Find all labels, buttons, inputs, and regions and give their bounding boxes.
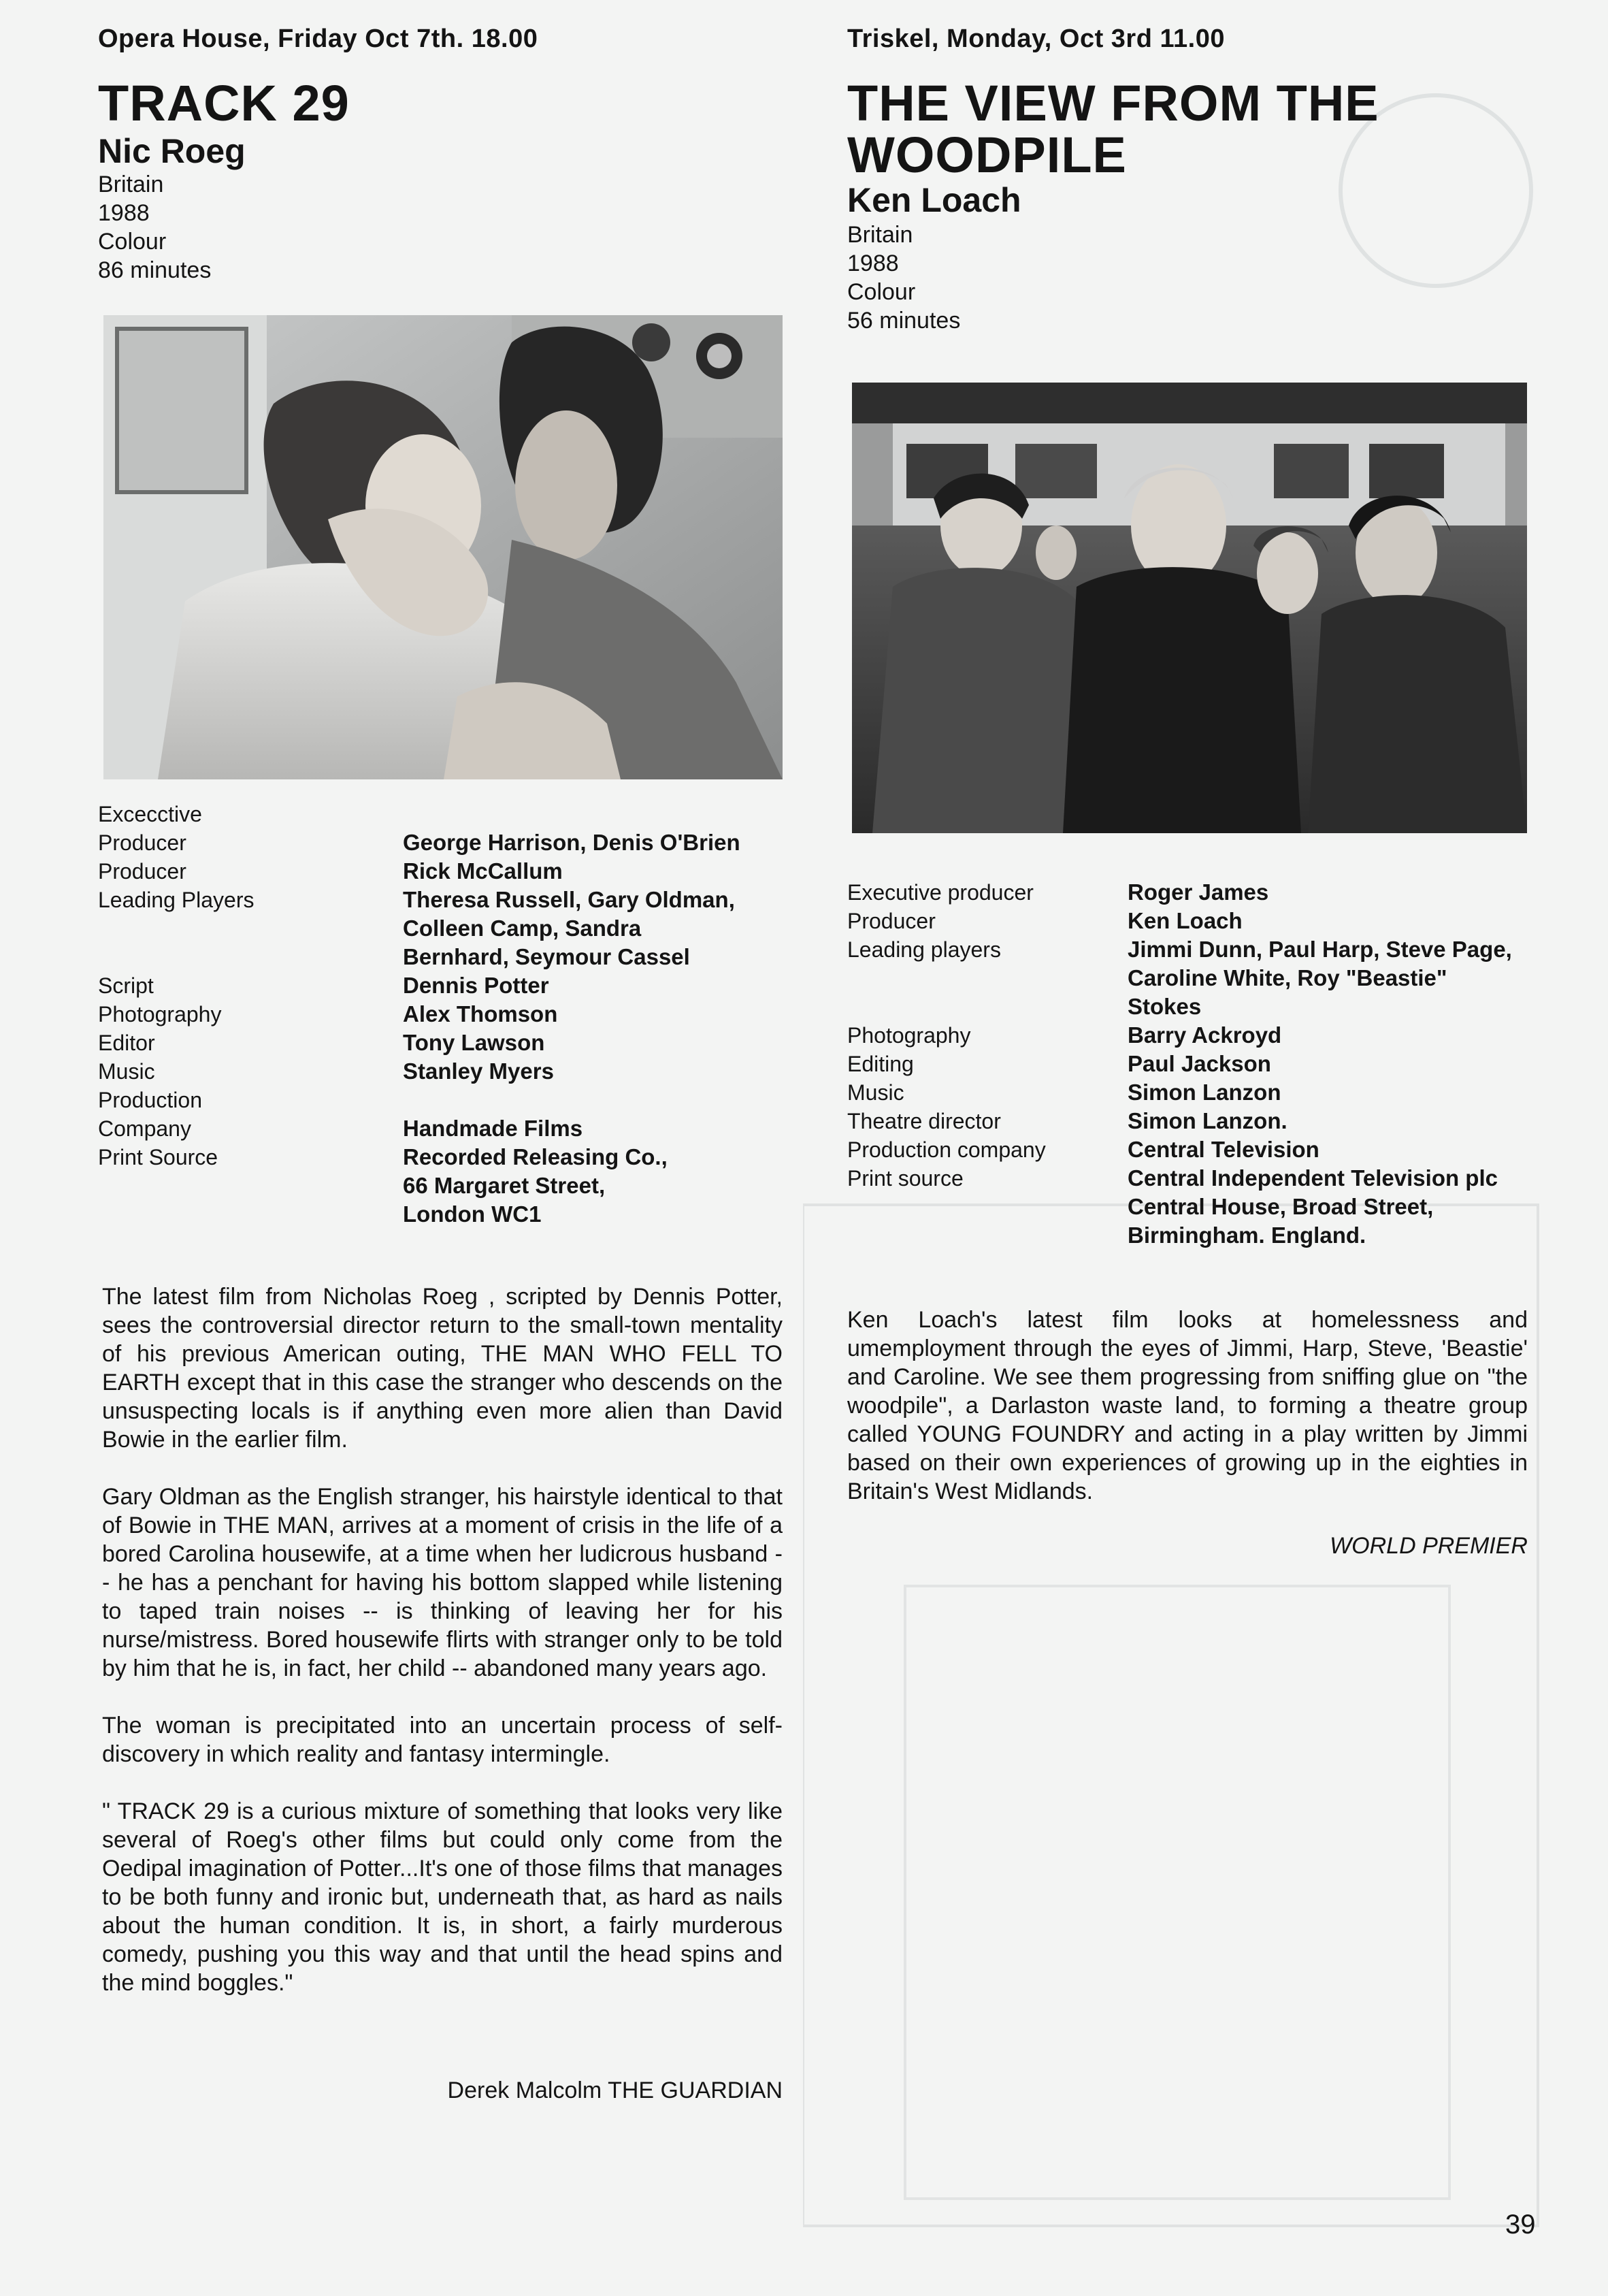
right-title-line: THE VIEW FROM THE bbox=[847, 75, 1379, 131]
credit-label: Editing bbox=[847, 1052, 914, 1076]
review-attribution: Derek Malcolm THE GUARDIAN bbox=[447, 2077, 783, 2103]
credit-value: Paul Jackson bbox=[1128, 1051, 1271, 1076]
credit-label: Photography bbox=[847, 1023, 971, 1048]
review-paragraph: Ken Loach's latest film looks at homelessness and umemployment through the eyes of Jimmi, Harp, Steve, 'Beastie' and Caroline. We see them progressing from sniffing glue on "the woodpile", a Darlaston waste land, to forming a theatre group called YOUNG FOUNDRY and acting in a play written by Jimmi based on their own experiences of growing up in the eighties in Britain's West Midlands. bbox=[847, 1307, 1528, 1504]
credit-label: Producer bbox=[847, 909, 936, 933]
credit-value: Stanley Myers bbox=[403, 1058, 554, 1084]
credit-label: Photography bbox=[98, 1002, 222, 1026]
left-credits bbox=[98, 800, 785, 1229]
review-paragraph: The latest film from Nicholas Roeg , scripted by Dennis Potter, sees the controversial director return to the small-town mentality of his previous American outing, THE MAN WHO FELL TO EARTH except that in this case the stranger who descends on the unsuspecting locals is if anything even more alien than David Bowie in the earlier film. bbox=[102, 1284, 783, 1453]
left-meta-format: Colour bbox=[98, 229, 167, 255]
credit-label: Leading Players bbox=[98, 888, 255, 912]
credit-label: Production company bbox=[847, 1137, 1046, 1162]
credit-value: Dennis Potter bbox=[403, 973, 549, 998]
review-paragraph: Gary Oldman as the English stranger, his hairstyle identical to that of Bowie in THE MAN, arrives at a moment of crisis in the life of a bored Carolina housewife, at a time when her ludicrous husband -- he has a penchant for having his bottom slapped while listening to taped train noises -- is thinking of leaving her for his nurse/mistress. Bored housewife flirts with stranger only to be told by him that he is, in fact, her child -- abandoned many years ago. bbox=[102, 1484, 783, 1681]
right-venue-line: Triskel, Monday, Oct 3rd 11.00 bbox=[847, 25, 1225, 53]
credit-label: Executive producer bbox=[847, 880, 1034, 905]
right-film-still bbox=[852, 383, 1527, 833]
credit-label: Excecctive Producer bbox=[98, 802, 202, 855]
credit-label: Music bbox=[847, 1080, 904, 1105]
right-film-title bbox=[847, 75, 1379, 183]
credit-value: Recorded Releasing Co., 66 Margaret Street, London WC1 bbox=[403, 1144, 668, 1227]
credit-label: Producer bbox=[98, 859, 186, 884]
right-meta-format: Colour bbox=[847, 279, 916, 305]
right-title-line: WOODPILE bbox=[847, 127, 1127, 183]
credit-value: George Harrison, Denis O'Brien bbox=[403, 830, 740, 855]
credit-value: Central Independent Television plc Central House, Broad Street, Birmingham. England. bbox=[1128, 1165, 1498, 1248]
left-venue-line: Opera House, Friday Oct 7th. 18.00 bbox=[98, 25, 538, 53]
credit-value: Rick McCallum bbox=[403, 858, 563, 884]
credit-label: Theatre director bbox=[847, 1109, 1001, 1133]
review-paragraph: The woman is precipitated into an uncertain process of self-discovery in which reality and fantasy intermingle. bbox=[102, 1713, 783, 1767]
left-meta-duration: 86 minutes bbox=[98, 257, 212, 283]
credit-value: Barry Ackroyd bbox=[1128, 1022, 1282, 1048]
left-meta-year: 1988 bbox=[98, 200, 150, 226]
credit-label: Editor bbox=[98, 1031, 155, 1055]
credit-value: Simon Lanzon bbox=[1128, 1080, 1281, 1105]
credit-label: Script bbox=[98, 973, 154, 998]
right-meta-duration: 56 minutes bbox=[847, 308, 961, 334]
right-review-text bbox=[847, 1306, 1528, 1506]
credit-value: Tony Lawson bbox=[403, 1030, 545, 1055]
credit-label: Production Company bbox=[98, 1088, 202, 1141]
credit-value: Jimmi Dunn, Paul Harp, Steve Page, Caroline White, Roy "Beastie" Stokes bbox=[1128, 937, 1512, 1019]
credit-value: Roger James bbox=[1128, 879, 1269, 905]
credit-label: Music bbox=[98, 1059, 155, 1084]
page-number: 39 bbox=[1505, 2210, 1536, 2240]
credit-value: Simon Lanzon. bbox=[1128, 1108, 1287, 1133]
credit-value: Central Television bbox=[1128, 1137, 1319, 1162]
right-director: Ken Loach bbox=[847, 181, 1021, 219]
credit-value: Handmade Films bbox=[403, 1116, 583, 1141]
right-credits bbox=[847, 878, 1535, 1259]
credit-label: Print source bbox=[847, 1166, 964, 1191]
credit-label: Print Source bbox=[98, 1145, 218, 1169]
credit-label: Leading players bbox=[847, 937, 1001, 962]
left-review-text bbox=[102, 1282, 783, 2026]
left-film-title: TRACK 29 bbox=[98, 75, 350, 131]
right-film-meta bbox=[847, 221, 960, 335]
left-film-meta bbox=[98, 170, 211, 285]
right-meta-country: Britain bbox=[847, 222, 913, 248]
right-meta-year: 1988 bbox=[847, 250, 899, 276]
left-director: Nic Roeg bbox=[98, 132, 246, 170]
left-meta-country: Britain bbox=[98, 172, 164, 197]
credit-value: Alex Thomson bbox=[403, 1001, 558, 1026]
world-premier-note: WORLD PREMIER bbox=[1330, 1533, 1528, 1559]
credit-value: Theresa Russell, Gary Oldman, Colleen Camp, Sandra Bernhard, Seymour Cassel bbox=[403, 887, 735, 969]
credit-value: Ken Loach bbox=[1128, 908, 1243, 933]
review-quote: " TRACK 29 is a curious mixture of something that looks very like several of Roeg's other films but could only come from the Oedipal imagination of Potter...It's one of those films that manages to be both funny and ironic but, underneath that, as hard as nails about the human condition. It is, in short, a fairly murderous comedy, pushing you this way and that until the head spins and the mind boggles." bbox=[102, 1798, 783, 1996]
left-film-still bbox=[103, 315, 783, 779]
